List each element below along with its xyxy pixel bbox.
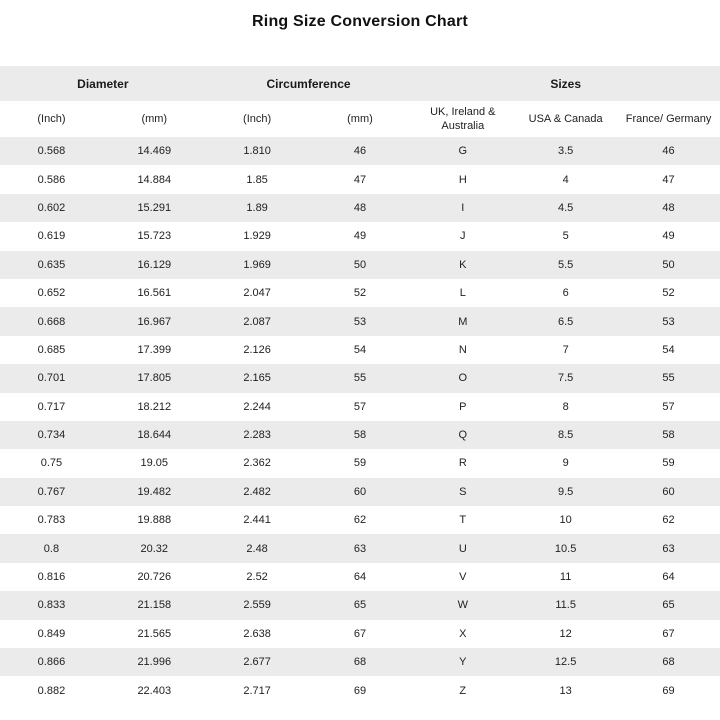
table-cell: 6 (562, 287, 569, 300)
table-cell: 0.816 (37, 571, 66, 584)
table-cell: 52 (662, 287, 675, 300)
table-cell: 50 (662, 258, 675, 271)
table-cell: 2.165 (243, 372, 271, 385)
table-cell: 19.888 (137, 514, 172, 527)
table-row (0, 478, 720, 506)
table-cell: 4.5 (557, 201, 574, 214)
table-cell: 16.129 (137, 258, 172, 271)
table-cell: 6.5 (557, 315, 574, 328)
table-cell: 60 (662, 485, 675, 498)
table-cell: 16.561 (137, 287, 172, 300)
table-cell: 1.929 (243, 230, 271, 243)
table-row (0, 534, 720, 562)
table-cell: 58 (662, 429, 675, 442)
table-cell: 2.047 (243, 287, 271, 300)
table-cell: 0.833 (37, 599, 66, 612)
table-cell: 8 (562, 400, 569, 413)
table-cell: 0.568 (37, 145, 66, 158)
table-cell: 60 (353, 485, 367, 498)
table-cell: 21.158 (137, 599, 172, 612)
table-cell: 7 (562, 343, 569, 356)
table-cell: 59 (353, 457, 367, 470)
table-cell: 0.8 (43, 542, 60, 555)
col-header-france-germany: France/ Germany (617, 101, 720, 137)
table-row (0, 393, 720, 421)
table-cell: 69 (353, 684, 367, 697)
table-cell: 64 (353, 571, 367, 584)
table-row (0, 421, 720, 449)
table-cell: 7.5 (557, 372, 574, 385)
table-cell: V (459, 571, 467, 584)
table-cell: 3.5 (557, 145, 574, 158)
table-cell: 18.644 (137, 429, 172, 442)
table-cell: 55 (353, 372, 367, 385)
table-cell: O (458, 372, 468, 385)
table-cell: G (458, 145, 468, 158)
table-cell: 15.291 (137, 201, 172, 214)
table-cell: 4 (562, 173, 569, 186)
table-cell: 5.5 (557, 258, 574, 271)
table-cell: 20.726 (137, 571, 172, 584)
table-cell: 0.685 (37, 343, 66, 356)
table-row (0, 222, 720, 250)
table-row (0, 307, 720, 335)
table-row (0, 591, 720, 619)
table-cell: 2.283 (243, 429, 271, 442)
table-cell: 46 (353, 145, 367, 158)
table-row (0, 165, 720, 193)
table-cell: 2.482 (243, 485, 271, 498)
table-cell: 12 (559, 627, 572, 640)
table-cell: 1.85 (246, 173, 268, 186)
table-cell: 0.882 (37, 684, 66, 697)
table-cell: 63 (353, 542, 367, 555)
table-cell: 2.087 (243, 315, 271, 328)
table-row (0, 676, 720, 704)
table-cell: 48 (662, 201, 675, 214)
table-cell: 1.89 (246, 201, 268, 214)
table-cell: X (459, 627, 467, 640)
table-cell: 12.5 (554, 656, 577, 669)
table-cell: 18.212 (137, 400, 172, 413)
table-cell: 2.48 (246, 542, 268, 555)
table-cell: 2.559 (243, 599, 271, 612)
table-row (0, 620, 720, 648)
table-cell: W (457, 599, 468, 612)
table-cell: 65 (662, 599, 675, 612)
table-cell: N (458, 343, 467, 356)
table-cell: U (458, 542, 467, 555)
table-row (0, 194, 720, 222)
table-cell: 64 (662, 571, 675, 584)
table-cell: 21.996 (137, 656, 172, 669)
table-cell: 2.441 (243, 514, 271, 527)
table-cell: 11.5 (555, 599, 576, 612)
table-cell: 46 (662, 145, 675, 158)
table-cell: 5 (562, 230, 569, 243)
table-cell: 2.126 (243, 343, 271, 356)
table-cell: 49 (353, 230, 367, 243)
table-cell: 9 (562, 457, 569, 470)
table-cell: M (458, 315, 468, 328)
group-header-sizes: Sizes (411, 66, 720, 101)
table-cell: Y (459, 656, 467, 669)
table-cell: 21.565 (137, 627, 172, 640)
table-cell: 15.723 (137, 230, 172, 243)
table-cell: 54 (353, 343, 367, 356)
table-cell: 0.866 (37, 656, 66, 669)
table-cell: 0.767 (37, 485, 66, 498)
table-cell: 9.5 (557, 485, 574, 498)
table-cell: 48 (353, 201, 367, 214)
table-row (0, 336, 720, 364)
table-cell: 10 (559, 514, 572, 527)
table-cell: 53 (353, 315, 367, 328)
table-cell: 0.635 (37, 258, 66, 271)
table-row (0, 137, 720, 165)
table-cell: Q (458, 429, 468, 442)
table-cell: 65 (353, 599, 367, 612)
column-header-row (0, 101, 720, 137)
table-cell: 10.5 (554, 542, 577, 555)
table-cell: 0.586 (37, 173, 66, 186)
table-cell: 16.967 (137, 315, 172, 328)
table-cell: 2.677 (243, 656, 271, 669)
table-cell: J (460, 230, 466, 243)
col-header-circumference-inch: (Inch) (206, 101, 309, 137)
table-cell: 58 (353, 429, 367, 442)
col-header-uk-ireland-australia: UK, Ireland & Australia (411, 101, 514, 137)
table-row (0, 506, 720, 534)
table-row (0, 364, 720, 392)
table-row (0, 563, 720, 591)
table-row (0, 648, 720, 676)
table-cell: 19.05 (140, 457, 169, 470)
table-cell: 0.701 (37, 372, 66, 385)
table-cell: P (459, 400, 467, 413)
group-header-row (0, 66, 720, 101)
col-header-diameter-inch: (Inch) (0, 101, 103, 137)
table-cell: 13 (559, 684, 572, 697)
table-cell: 50 (353, 258, 367, 271)
table-cell: 55 (662, 372, 675, 385)
table-cell: 63 (662, 542, 675, 555)
ring-size-conversion-table (0, 66, 720, 705)
table-cell: 0.734 (37, 429, 66, 442)
table-cell: K (459, 258, 467, 271)
table-cell: 2.244 (243, 400, 271, 413)
table-cell: 20.32 (140, 542, 169, 555)
table-row (0, 279, 720, 307)
col-header-diameter-mm: (mm) (103, 101, 206, 137)
table-cell: 68 (353, 656, 367, 669)
col-header-circumference-mm: (mm) (309, 101, 412, 137)
table-cell: 2.362 (243, 457, 271, 470)
table-cell: Z (459, 684, 467, 697)
table-cell: L (459, 287, 466, 300)
table-cell: 14.884 (137, 173, 172, 186)
table-cell: 67 (353, 627, 367, 640)
table-cell: 2.638 (243, 627, 271, 640)
table-cell: 68 (662, 656, 675, 669)
table-cell: S (459, 485, 467, 498)
table-cell: 57 (353, 400, 367, 413)
table-cell: 0.849 (37, 627, 66, 640)
table-cell: 1.810 (243, 145, 271, 158)
table-cell: 2.717 (243, 684, 271, 697)
table-cell: 62 (662, 514, 675, 527)
table-row (0, 251, 720, 279)
table-cell: T (459, 514, 467, 527)
table-cell: 19.482 (137, 485, 172, 498)
table-cell: 11 (559, 571, 572, 584)
table-cell: 49 (662, 230, 675, 243)
group-header-diameter: Diameter (0, 66, 206, 101)
col-header-usa-canada: USA & Canada (514, 101, 617, 137)
table-cell: 0.783 (37, 514, 66, 527)
table-cell: 0.619 (37, 230, 66, 243)
table-cell: 1.969 (243, 258, 271, 271)
table-cell: 17.805 (137, 372, 172, 385)
table-header (0, 66, 720, 137)
table-cell: 0.717 (37, 400, 66, 413)
table-cell: 54 (662, 343, 675, 356)
table-cell: 47 (662, 173, 675, 186)
table-cell: 2.52 (246, 571, 268, 584)
table-cell: 62 (353, 514, 367, 527)
table-cell: 67 (662, 627, 675, 640)
table-cell: 0.668 (37, 315, 66, 328)
table-cell: 22.403 (137, 684, 172, 697)
table-cell: 0.652 (37, 287, 66, 300)
table-cell: 0.75 (40, 457, 63, 470)
table-cell: R (458, 457, 467, 470)
table-cell: 59 (662, 457, 675, 470)
table-cell: 53 (662, 315, 675, 328)
table-body (0, 137, 720, 705)
table-cell: 8.5 (557, 429, 574, 442)
table-cell: 17.399 (137, 343, 172, 356)
table-cell: 52 (353, 287, 367, 300)
table-cell: 47 (353, 173, 367, 186)
table-cell: 69 (662, 684, 675, 697)
group-header-circumference: Circumference (206, 66, 412, 101)
table-cell: 0.602 (37, 201, 66, 214)
table-cell: 57 (662, 400, 675, 413)
table-cell: 14.469 (137, 145, 172, 158)
table-row (0, 449, 720, 477)
table-cell: H (458, 173, 467, 186)
table-cell: I (461, 201, 465, 214)
page-title: Ring Size Conversion Chart (252, 13, 468, 30)
